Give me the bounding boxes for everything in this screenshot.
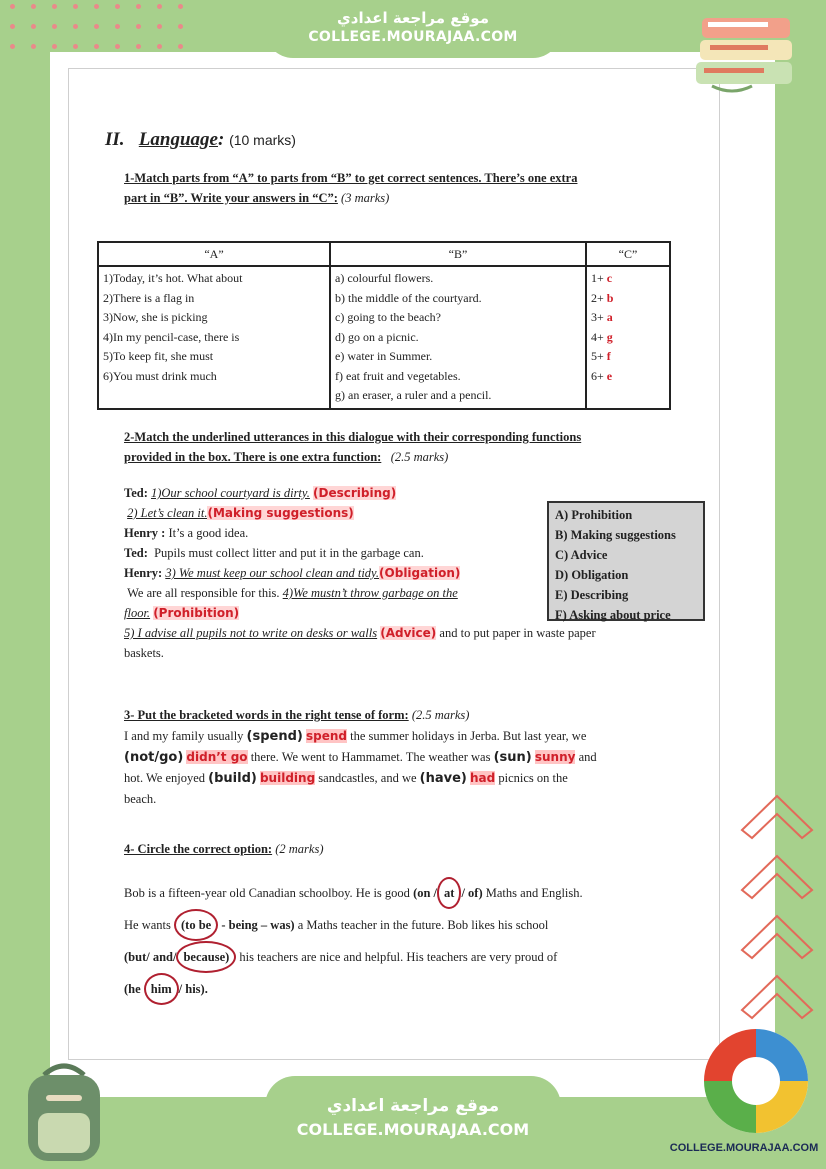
education-wheel-icon [694, 1022, 818, 1140]
b-item: d) go on a picnic. [335, 329, 419, 344]
c-answer: 4+ g [591, 329, 613, 344]
decorative-dots [10, 4, 200, 54]
ex1-instr-line2: part in “B”. Write your answers in “C”: [124, 191, 338, 205]
header-tab [265, 0, 561, 58]
ex3-marks: (2.5 marks) [411, 708, 470, 722]
decorative-dot [94, 44, 99, 49]
ex4-text: Bob is a fifteen-year old Canadian schoolboy. He is good (on / at / of) Maths and English. He wants (to be - being – was) a Maths teacher in the future. Bob likes his school (but/ and/ because) his teachers are nice and helpful. His teachers are very proud of (he him / his). [124, 877, 684, 1005]
decorative-dot [115, 4, 120, 9]
answer-prohibition: (Prohibition) [153, 606, 240, 620]
c-answer: 1+ c [591, 271, 613, 285]
ex1-instruction [124, 168, 577, 208]
a-item: 2)There is a flag in [103, 290, 195, 305]
footer-site-url[interactable]: COLLEGE.MOURAJAA.COM [296, 1120, 530, 1139]
col-c-cell [586, 266, 670, 409]
function-item: E) Describing [555, 588, 629, 602]
decorative-dot [52, 44, 57, 49]
c-answer: 5+ f [591, 349, 611, 363]
decorative-dot [136, 24, 141, 29]
c-answer: 2+ b [591, 290, 614, 305]
circled-answer: because) [176, 941, 236, 973]
b-item: c) going to the beach? [335, 310, 441, 324]
ex1-marks: (3 marks) [341, 191, 390, 205]
ex3: 3- Put the bracketed words in the right tense of form: (2.5 marks) I and my family usually (spend) spend the summer holidays in Jerba. But last year, we (not/go) didn’t go there. We went to Hammamet. The weather was (sun) sunny and hot. We enjoyed (build) building sandcastles, and we (have) had picnics on the beach. [124, 708, 597, 806]
decorative-dot [10, 4, 15, 9]
decorative-dot [31, 24, 36, 29]
decorative-dot [178, 24, 183, 29]
function-item: C) Advice [555, 548, 608, 562]
answer-suggestions: (Making suggestions) [207, 506, 354, 520]
site-url[interactable]: COLLEGE.MOURAJAA.COM [308, 29, 518, 45]
decorative-dot [178, 4, 183, 9]
decorative-dot [136, 44, 141, 49]
footer-brand[interactable]: COLLEGE.MOURAJAA.COM [669, 1142, 819, 1154]
exam-page [68, 68, 720, 1060]
col-c-header: “C” [586, 242, 670, 266]
b-item: f) eat fruit and vegetables. [335, 368, 461, 383]
b-item: a) colourful flowers. [335, 271, 434, 285]
ex2-instruction [124, 427, 581, 467]
matching-table [97, 241, 671, 410]
decorative-dot [73, 4, 78, 9]
decorative-dot [115, 24, 120, 29]
b-item: g) an eraser, a ruler and a pencil. [335, 388, 492, 402]
a-item: 6)You must drink much [103, 368, 217, 383]
decorative-dot [52, 24, 57, 29]
section-number: II. [105, 129, 125, 150]
decorative-dot [157, 4, 162, 9]
ex4-marks: (2 marks) [275, 842, 324, 856]
dialogue: Ted: 1)Our school courtyard is dirty. (Describing) 2) Let’s clean it.(Making suggestions) Henry : It’s a good idea. Ted: Pupils must collect litter and put it in the garbage can. Henry: 3) We must keep our school clean and tidy.(Obligation) We are all responsible for this. 4)We mustn’t throw garbage on the floor. (Prohibition) 5) I advise all pupils not to write on desks or walls (Advice) and to put paper in waste paper baskets. [124, 486, 596, 660]
decorative-dot [73, 24, 78, 29]
decorative-dot [94, 24, 99, 29]
circled-answer: at [437, 877, 461, 909]
decorative-dot [10, 44, 15, 49]
c-answer: 6+ e [591, 368, 613, 383]
ex2-instr-line2: provided in the box. There is one extra function: [124, 450, 382, 464]
col-b-cell [330, 266, 586, 409]
section-name: Language [138, 129, 218, 150]
decorative-dot [52, 4, 57, 9]
books-icon [692, 14, 804, 96]
section-marks: (10 marks) [229, 132, 296, 148]
decorative-dot [136, 4, 141, 9]
site-arabic-title: موقع مراجعة اعدادي [337, 9, 489, 27]
decorative-dot [94, 4, 99, 9]
a-item: 1)Today, it’s hot. What about [103, 271, 243, 285]
backpack-icon [14, 1055, 114, 1165]
decorative-dot [178, 44, 183, 49]
c-answer: 3+ a [591, 310, 613, 324]
ex4 [124, 839, 684, 860]
function-item: D) Obligation [555, 568, 629, 582]
answer-advice: (Advice) [380, 626, 437, 640]
decorative-dot [10, 24, 15, 29]
a-item: 4)In my pencil-case, there is [103, 329, 240, 344]
ex3-title: 3- Put the bracketed words in the right tense of form: [124, 708, 409, 722]
function-item: B) Making suggestions [555, 528, 676, 542]
chevrons-icon [738, 792, 816, 1022]
section-title: II. Language: (10 marks) [105, 129, 296, 150]
decorative-dot [73, 44, 78, 49]
circled-answer: him [144, 973, 179, 1005]
col-a-header: “A” [98, 242, 330, 266]
col-a-cell [98, 266, 330, 409]
answer-obligation: (Obligation) [379, 566, 461, 580]
decorative-dot [31, 44, 36, 49]
decorative-dot [115, 44, 120, 49]
ex1-instr-line1: 1-Match parts from “A” to parts from “B” to get correct sentences. There’s one extra [124, 171, 578, 185]
footer-arabic-title: موقع مراجعة اعدادي [326, 1096, 500, 1116]
functions-box [547, 501, 705, 621]
decorative-dot [31, 4, 36, 9]
decorative-dot [157, 24, 162, 29]
b-item: b) the middle of the courtyard. [335, 290, 482, 305]
function-item: F) Asking about price [555, 608, 671, 622]
ex4-title: 4- Circle the correct option: [124, 842, 273, 856]
footer-tab [265, 1076, 561, 1169]
decorative-dot [157, 44, 162, 49]
a-item: 3)Now, she is picking [103, 310, 208, 324]
b-item: e) water in Summer. [335, 349, 433, 363]
ex2-marks: (2.5 marks) [390, 450, 449, 464]
a-item: 5)To keep fit, she must [103, 349, 214, 363]
col-b-header: “B” [330, 242, 586, 266]
function-item: A) Prohibition [555, 508, 633, 522]
ex2-instr-line1: 2-Match the underlined utterances in this dialogue with their corresponding functions [124, 430, 582, 444]
answer-describing: (Describing) [313, 486, 397, 500]
circled-answer: (to be [174, 909, 218, 941]
